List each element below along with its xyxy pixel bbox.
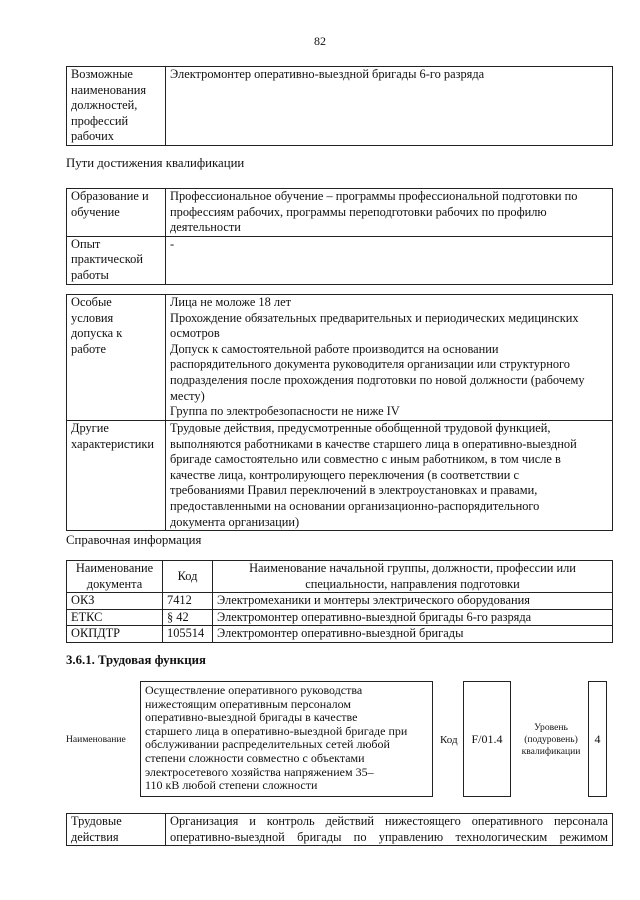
- reference-code: § 42: [163, 609, 213, 626]
- experience-label: Опыт практической работы: [67, 236, 166, 284]
- labor-actions-value: Организация и контроль действий нижестоящего оперативного персонала оперативно-выездной бригады по управлению технологическим режимом: [166, 814, 613, 846]
- other-characteristics-value: Трудовые действия, предусмотренные обобщенной трудовой функцией, выполняются работниками в качестве старшего лица в оперативно-выездной бригаде самостоятельно или совместно с иным работником, в том числе в качестве лица, контролирующего переключения (в соответствии с требованиями Правил переключений в электроустановках и правами, предоставленными на основании организационно-распорядительного документа организации): [166, 421, 613, 531]
- reference-name: Электромонтер оперативно-выездной бригады 6-го разряда: [213, 609, 613, 626]
- labor-actions-table: [66, 813, 613, 846]
- function-level-label: Уровень (подуровень) квалификации: [521, 722, 581, 757]
- page-number: 82: [314, 34, 326, 48]
- reference-name: Электромонтер оперативно-выездной бригады: [213, 626, 613, 643]
- function-heading: 3.6.1. Трудовая функция: [66, 653, 206, 667]
- job-titles-value: Электромонтер оперативно-выездной бригады 6-го разряда: [166, 67, 613, 146]
- reference-code: 105514: [163, 626, 213, 643]
- job-titles-label: Возможные наименования должностей, профессий рабочих: [67, 67, 166, 146]
- reference-header-document: Наименование документа: [67, 561, 163, 593]
- conditions-table: [66, 294, 613, 531]
- admission-value: Лица не моложе 18 лет Прохождение обязательных предварительных и периодических медицинских осмотров Допуск к самостоятельной работе производится на основании распорядительного документа руководителя организации или структурного подразделения после прохождения подготовки по новой должности (рабочему месту) Группа по электробезопасности не ниже IV: [166, 295, 613, 421]
- education-value: Профессиональное обучение – программы профессиональной подготовки по профессиям рабочих, программы переподготовки рабочих по профилю деятельности: [166, 189, 613, 237]
- experience-value: -: [166, 236, 613, 284]
- education-label: Образование и обучение: [67, 189, 166, 237]
- other-characteristics-label: Другие характеристики: [67, 421, 166, 531]
- job-titles-table: [66, 66, 613, 146]
- labor-actions-label: Трудовые действия: [67, 814, 166, 846]
- function-code-value: F/01.4: [471, 731, 503, 746]
- reference-document: ЕТКС: [67, 609, 163, 626]
- reference-table: [66, 560, 613, 643]
- function-name-box: Осуществление оперативного руководства нижестоящим оперативным персоналом оперативно-выездной бригады в качестве старшего лица в оперативно-выездной бригаде при обслуживании распределительных сетей любой степени сложности совместно с объектами электросетевого хозяйства напряжением 35– 110 кВ любой степени сложности: [140, 681, 433, 797]
- reference-document: ОКПДТР: [67, 626, 163, 643]
- function-name-label: Наименование: [66, 734, 126, 745]
- function-code-label: Код: [440, 734, 458, 746]
- table-row: [67, 609, 613, 626]
- reference-name: Электромеханики и монтеры электрического оборудования: [213, 593, 613, 610]
- table-row: [67, 626, 613, 643]
- function-code-box: [463, 681, 511, 797]
- qualification-heading: Пути достижения квалификации: [66, 156, 245, 170]
- reference-header-code: Код: [163, 561, 213, 593]
- reference-heading: Справочная информация: [66, 533, 202, 547]
- admission-label: Особые условия допуска к работе: [67, 295, 166, 421]
- reference-header-name: Наименование начальной группы, должности, профессии или специальности, направления подготовки: [213, 561, 613, 593]
- reference-document: ОКЗ: [67, 593, 163, 610]
- qualification-table: [66, 188, 613, 285]
- reference-code: 7412: [163, 593, 213, 610]
- function-level-box: [588, 681, 607, 797]
- table-row: [67, 593, 613, 610]
- function-level-value: 4: [594, 731, 601, 746]
